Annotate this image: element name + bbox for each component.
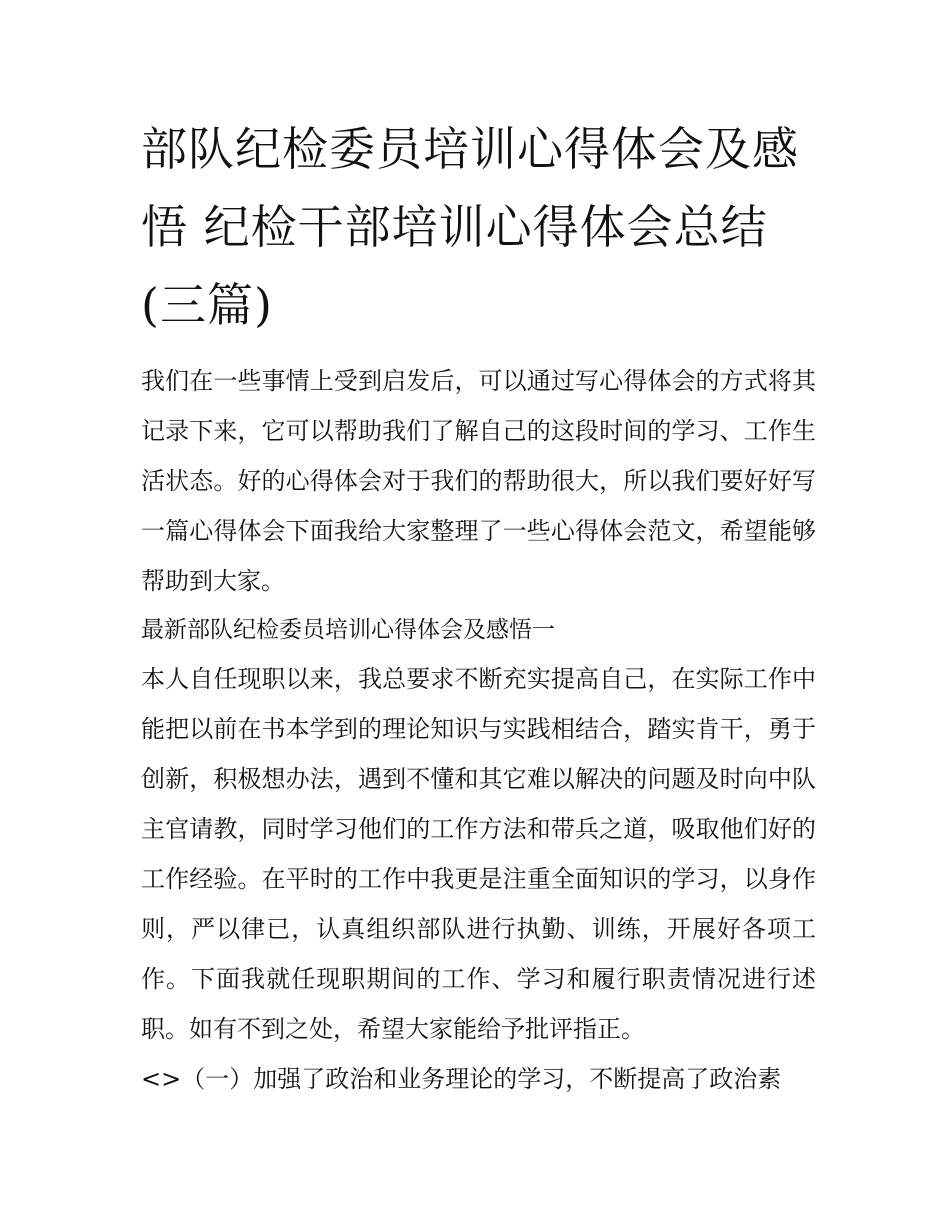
intro-paragraph: 我们在一些事情上受到启发后，可以通过写心得体会的方式将其记录下来，它可以帮助我们了解自己的这段时间的学习、工作生活状态。好的心得体会对于我们的帮助很大，所以我们要好好写一篇心得体会下面我给大家整理了一些心得体会范文，希望能够帮助到大家。 bbox=[141, 367, 816, 595]
section-heading: 最新部队纪检委员培训心得体会及感悟一 bbox=[141, 617, 555, 643]
section-paragraph: 本人自任现职以来，我总要求不断充实提高自己，在实际工作中能把以前在书本学到的理论知识与实践相结合，踏实肯干，勇于创新，积极想办法，遇到不懂和其它难以解决的问题及时向中队主官请教，同时学习他们的工作方法和带兵之道，吸取他们好的工作经验。在平时的工作中我更是注重全面知识的学习，以身作则，严以律已，认真组织部队进行执勤、训练，开展好各项工作。下面我就任现职期间的工作、学习和履行职责情况进行述职。如有不到之处，希望大家能给予批评指正。 bbox=[141, 665, 816, 1043]
list-item: <>（一）加强了政治和业务理论的学习，不断提高了政治素 bbox=[141, 1065, 782, 1093]
document-title: 部队纪检委员培训心得体会及感悟 纪检干部培训心得体会总结(三篇) bbox=[141, 122, 799, 332]
document-body bbox=[141, 356, 816, 1104]
document-page bbox=[141, 110, 816, 1104]
